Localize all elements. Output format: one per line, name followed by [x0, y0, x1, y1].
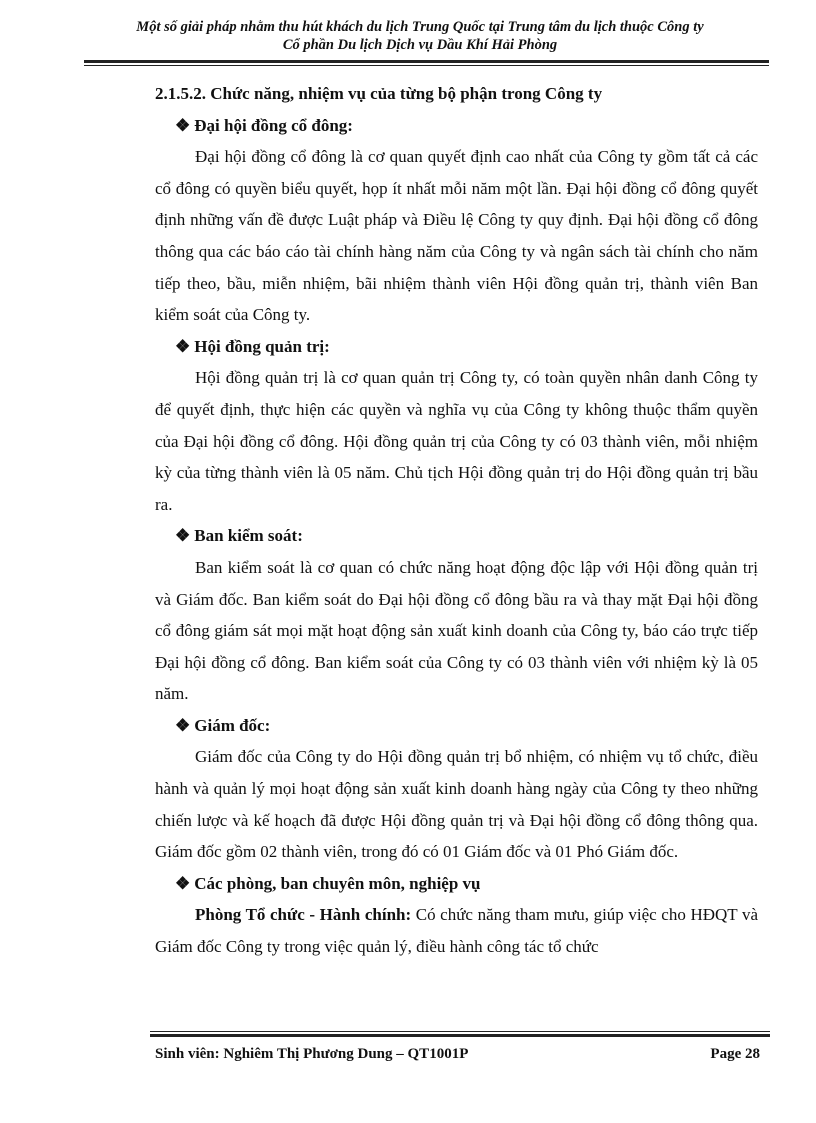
- heading-director: [155, 710, 758, 742]
- header-rule-thick: [84, 60, 769, 63]
- diamond-bullet-icon: ❖: [175, 873, 191, 893]
- header-line-2: Cổ phần Du lịch Dịch vụ Dầu Khí Hải Phòng: [282, 37, 558, 53]
- paragraph-admin-department: [155, 899, 758, 962]
- heading-board-of-directors: [155, 331, 758, 363]
- section-title: 2.1.5.2. Chức năng, nhiệm vụ của từng bộ phận trong Công ty: [155, 84, 603, 103]
- footer-page-number: Page 28: [710, 1046, 760, 1062]
- running-footer: [155, 1046, 760, 1063]
- heading-text: Các phòng, ban chuyên môn, nghiệp vụ: [194, 873, 481, 893]
- heading-departments: [155, 868, 758, 900]
- heading-shareholders-meeting: [155, 110, 758, 142]
- heading-supervisory-board: [155, 520, 758, 552]
- footer-student: Sinh viên: Nghiêm Thị Phương Dung – QT1001P: [155, 1046, 469, 1062]
- diamond-bullet-icon: ❖: [175, 715, 191, 735]
- lead-admin-department: Phòng Tổ chức - Hành chính:: [195, 905, 412, 925]
- heading-text: Ban kiểm soát:: [194, 526, 303, 546]
- header-line-1: Một số giải pháp nhằm thu hút khách du lịch Trung Quốc tại Trung tâm du lịch thuộc Công ty: [136, 19, 704, 35]
- footer-rule-thick: [150, 1034, 770, 1037]
- header-rule-thin: [84, 65, 769, 66]
- paragraph-text: Có chức năng tham mưu, giúp việc cho HĐQT và Giám đốc Công ty trong việc quản lý, điều hành công tác tổ chức: [155, 905, 758, 957]
- page-body: [155, 78, 758, 963]
- footer-rule-thin: [150, 1031, 770, 1032]
- diamond-bullet-icon: ❖: [175, 115, 191, 135]
- heading-text: Giám đốc:: [194, 715, 271, 735]
- diamond-bullet-icon: ❖: [175, 526, 191, 546]
- heading-text: Hội đồng quản trị:: [194, 336, 330, 356]
- paragraph-director: Giám đốc của Công ty do Hội đồng quản trị bổ nhiệm, có nhiệm vụ tổ chức, điều hành và quản lý mọi hoạt động sản xuất kinh doanh hàng ngày của Công ty theo những chiến lược và kế hoạch đã được Hội đồng quản trị và Đại hội đồng cổ đông thông qua. Giám đốc gồm 02 thành viên, trong đó có 01 Giám đốc và 01 Phó Giám đốc.: [155, 747, 758, 862]
- diamond-bullet-icon: ❖: [175, 336, 191, 356]
- paragraph-shareholders-meeting: Đại hội đồng cổ đông là cơ quan quyết định cao nhất của Công ty gồm tất cả các cổ đông có quyền biểu quyết, họp ít nhất mỗi năm một lần. Đại hội đồng cổ đông quyết định những vấn đề được Luật pháp và Điều lệ Công ty quy định. Đại hội đồng cổ đông thông qua các báo cáo tài chính hàng năm của Công ty và ngân sách tài chính cho năm tiếp theo, bầu, miễn nhiệm, bãi nhiệm thành viên Hội đồng quản trị, thành viên Ban kiểm soát của Công ty.: [155, 147, 758, 325]
- paragraph-board-of-directors: Hội đồng quản trị là cơ quan quản trị Công ty, có toàn quyền nhân danh Công ty để quyết định, thực hiện các quyền và nghĩa vụ của Công ty không thuộc thẩm quyền của Đại hội đồng cổ đông. Hội đồng quản trị của Công ty có 03 thành viên, mỗi nhiệm kỳ của từng thành viên là 05 năm. Chủ tịch Hội đồng quản trị do Hội đồng quản trị bầu ra.: [155, 368, 758, 514]
- heading-text: Đại hội đồng cổ đông:: [194, 115, 353, 135]
- running-header: [70, 18, 770, 54]
- paragraph-supervisory-board: Ban kiểm soát là cơ quan có chức năng hoạt động độc lập với Hội đồng quản trị và Giám đốc. Ban kiểm soát do Đại hội đồng cổ đông bầu ra và thay mặt Đại hội đồng cổ đông giám sát mọi mặt hoạt động sản xuất kinh doanh của Công ty, báo cáo trực tiếp Đại hội đồng cổ đông. Ban kiểm soát của Công ty có 03 thành viên với nhiệm kỳ là 05 năm.: [155, 557, 758, 704]
